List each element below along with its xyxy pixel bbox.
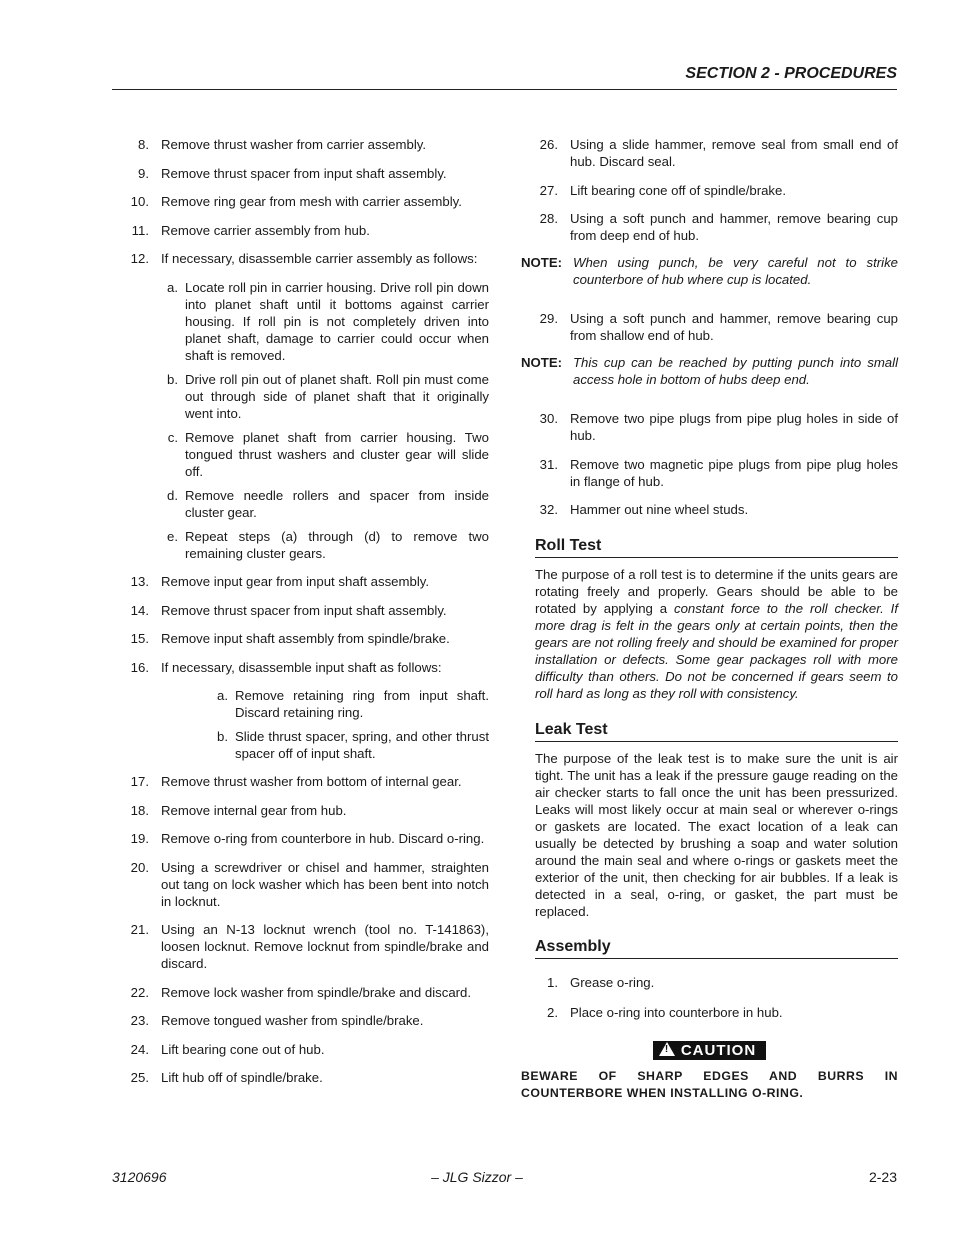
step-15: 15. Remove input shaft assembly from spindle/brake.	[130, 631, 450, 646]
roll-test-paragraph: The purpose of a roll test is to determine if the units gears are rotating freely and properly. Gears should be able to be rotated by applying a constant force to the roll checker. If more drag is felt in the gears only at certain points, then the gears are not rolling freely and should be examined for proper installation or defects. Some gear packages roll with more difficulty than others. Do not be concerned if gears seem to roll hard as long as they roll with consistency.	[535, 567, 899, 701]
step-8: 8. Remove thrust washer from carrier assembly.	[138, 137, 427, 152]
step-11: 11. Remove carrier assembly from hub.	[131, 222, 370, 238]
step-16-sub-a: a. Remove retaining ring from input shaft. Discard retaining ring.	[217, 688, 489, 720]
step-12-sub-c: c. Remove planet shaft from carrier housing. Two tongued thrust washers and cluster gear will slide off.	[167, 430, 489, 479]
step-12: 12. If necessary, disassemble carrier assembly as follows:	[130, 251, 478, 266]
step-20: 20. Using a screwdriver or chisel and hammer, straighten out tang on lock washer which has been bent into notch in locknut.	[130, 859, 489, 909]
step-21: 21. Using an N-13 locknut wrench (tool no. T-141863), loosen locknut. Remove locknut from spindle/brake and discard.	[130, 922, 489, 971]
step-10: 10. Remove ring gear from mesh with carrier assembly.	[130, 194, 462, 209]
footer-doc-number: 3120696	[112, 1169, 167, 1185]
step-32: 32. Hammer out nine wheel studs.	[539, 502, 749, 517]
note-access-hole: NOTE: This cup can be reached by putting punch into small access hole in bottom of hubs deep end.	[521, 355, 898, 387]
footer-title: – JLG Sizzor –	[431, 1169, 523, 1185]
step-16: 16. If necessary, disassemble input shaft as follows:	[130, 659, 442, 675]
assembly-step-1: 1. Grease o-ring.	[547, 975, 655, 990]
step-27: 27. Lift bearing cone off of spindle/brake.	[539, 182, 787, 198]
right-column	[521, 136, 898, 1102]
assembly-heading: Assembly	[535, 938, 898, 959]
step-14: 14. Remove thrust spacer from input shaft assembly.	[130, 602, 447, 618]
step-28: 28. Using a soft punch and hammer, remove bearing cup from deep end of hub.	[539, 211, 898, 243]
step-24: 24. Lift bearing cone out of hub.	[130, 1041, 325, 1057]
step-31: 31. Remove two magnetic pipe plugs from pipe plug holes in flange of hub.	[539, 456, 898, 489]
step-12-sub-e: e. Repeat steps (a) through (d) to remove two remaining cluster gears.	[167, 529, 489, 561]
caution-text: BEWARE OF SHARP EDGES AND BURRS IN COUNTERBORE WHEN INSTALLING O-RING.	[521, 1069, 898, 1100]
left-column	[112, 136, 489, 1098]
step-19: 19. Remove o-ring from counterbore in hub. Discard o-ring.	[130, 831, 485, 846]
step-23: 23. Remove tongued washer from spindle/brake.	[130, 1013, 424, 1028]
warning-triangle-icon: !	[659, 1042, 675, 1056]
leak-test-heading: Leak Test	[535, 721, 898, 742]
step-13: 13. Remove input gear from input shaft assembly.	[130, 574, 430, 589]
step-12-sub-d: d. Remove needle rollers and spacer from inside cluster gear.	[167, 488, 489, 520]
step-25: 25. Lift hub off of spindle/brake.	[130, 1070, 323, 1085]
footer-page-number: 2-23	[868, 1169, 897, 1185]
section-title: SECTION 2 - PROCEDURES	[685, 65, 897, 82]
leak-test-paragraph: The purpose of the leak test is to make sure the unit is air tight. The unit has a leak if the pressure gauge reading on the air checker starts to fall once the unit has been pressurized. Leaks will most likely occur at main seal or wherever o-rings or gaskets are located. The exact location of a leak can usually be detected by brushing a soap and water solution around the main seal and where o-rings or gaskets meet the exterior of the unit, then checking for air bubbles. If a leak is detected in a seal, o-ring, or gasket, the part must be replaced.	[535, 751, 898, 919]
step-9: 9. Remove thrust spacer from input shaft assembly.	[138, 165, 447, 181]
step-26: 26. Using a slide hammer, remove seal from small end of hub. Discard seal.	[539, 137, 898, 169]
step-30: 30. Remove two pipe plugs from pipe plug holes in side of hub.	[539, 411, 898, 443]
step-16-sub-b: b. Slide thrust spacer, spring, and other thrust spacer off of input shaft.	[217, 729, 489, 761]
step-12-sub-a: a. Locate roll pin in carrier housing. Drive roll pin down into planet shaft until it bottoms against carrier housing. If roll pin is not completely driven into planet shaft, damage to carrier could occur when shaft is removed.	[167, 280, 489, 363]
roll-test-heading: Roll Test	[535, 537, 898, 558]
caution-banner	[521, 1041, 898, 1060]
caution-badge: ! CAUTION	[653, 1041, 766, 1060]
note-punch-caution: NOTE: When using punch, be very careful not to strike counterbore of hub where cup is located.	[521, 255, 898, 287]
assembly-step-2: 2. Place o-ring into counterbore in hub.	[547, 1005, 783, 1020]
header-rule	[112, 89, 897, 90]
step-29: 29. Using a soft punch and hammer, remove bearing cup from shallow end of hub.	[539, 311, 898, 343]
step-22: 22. Remove lock washer from spindle/brake and discard.	[130, 984, 472, 1000]
step-17: 17. Remove thrust washer from bottom of internal gear.	[130, 774, 462, 789]
step-12-sub-b: b. Drive roll pin out of planet shaft. Roll pin must come out through side of planet shaft that it originally went into.	[167, 372, 489, 421]
step-18: 18. Remove internal gear from hub.	[130, 802, 347, 818]
